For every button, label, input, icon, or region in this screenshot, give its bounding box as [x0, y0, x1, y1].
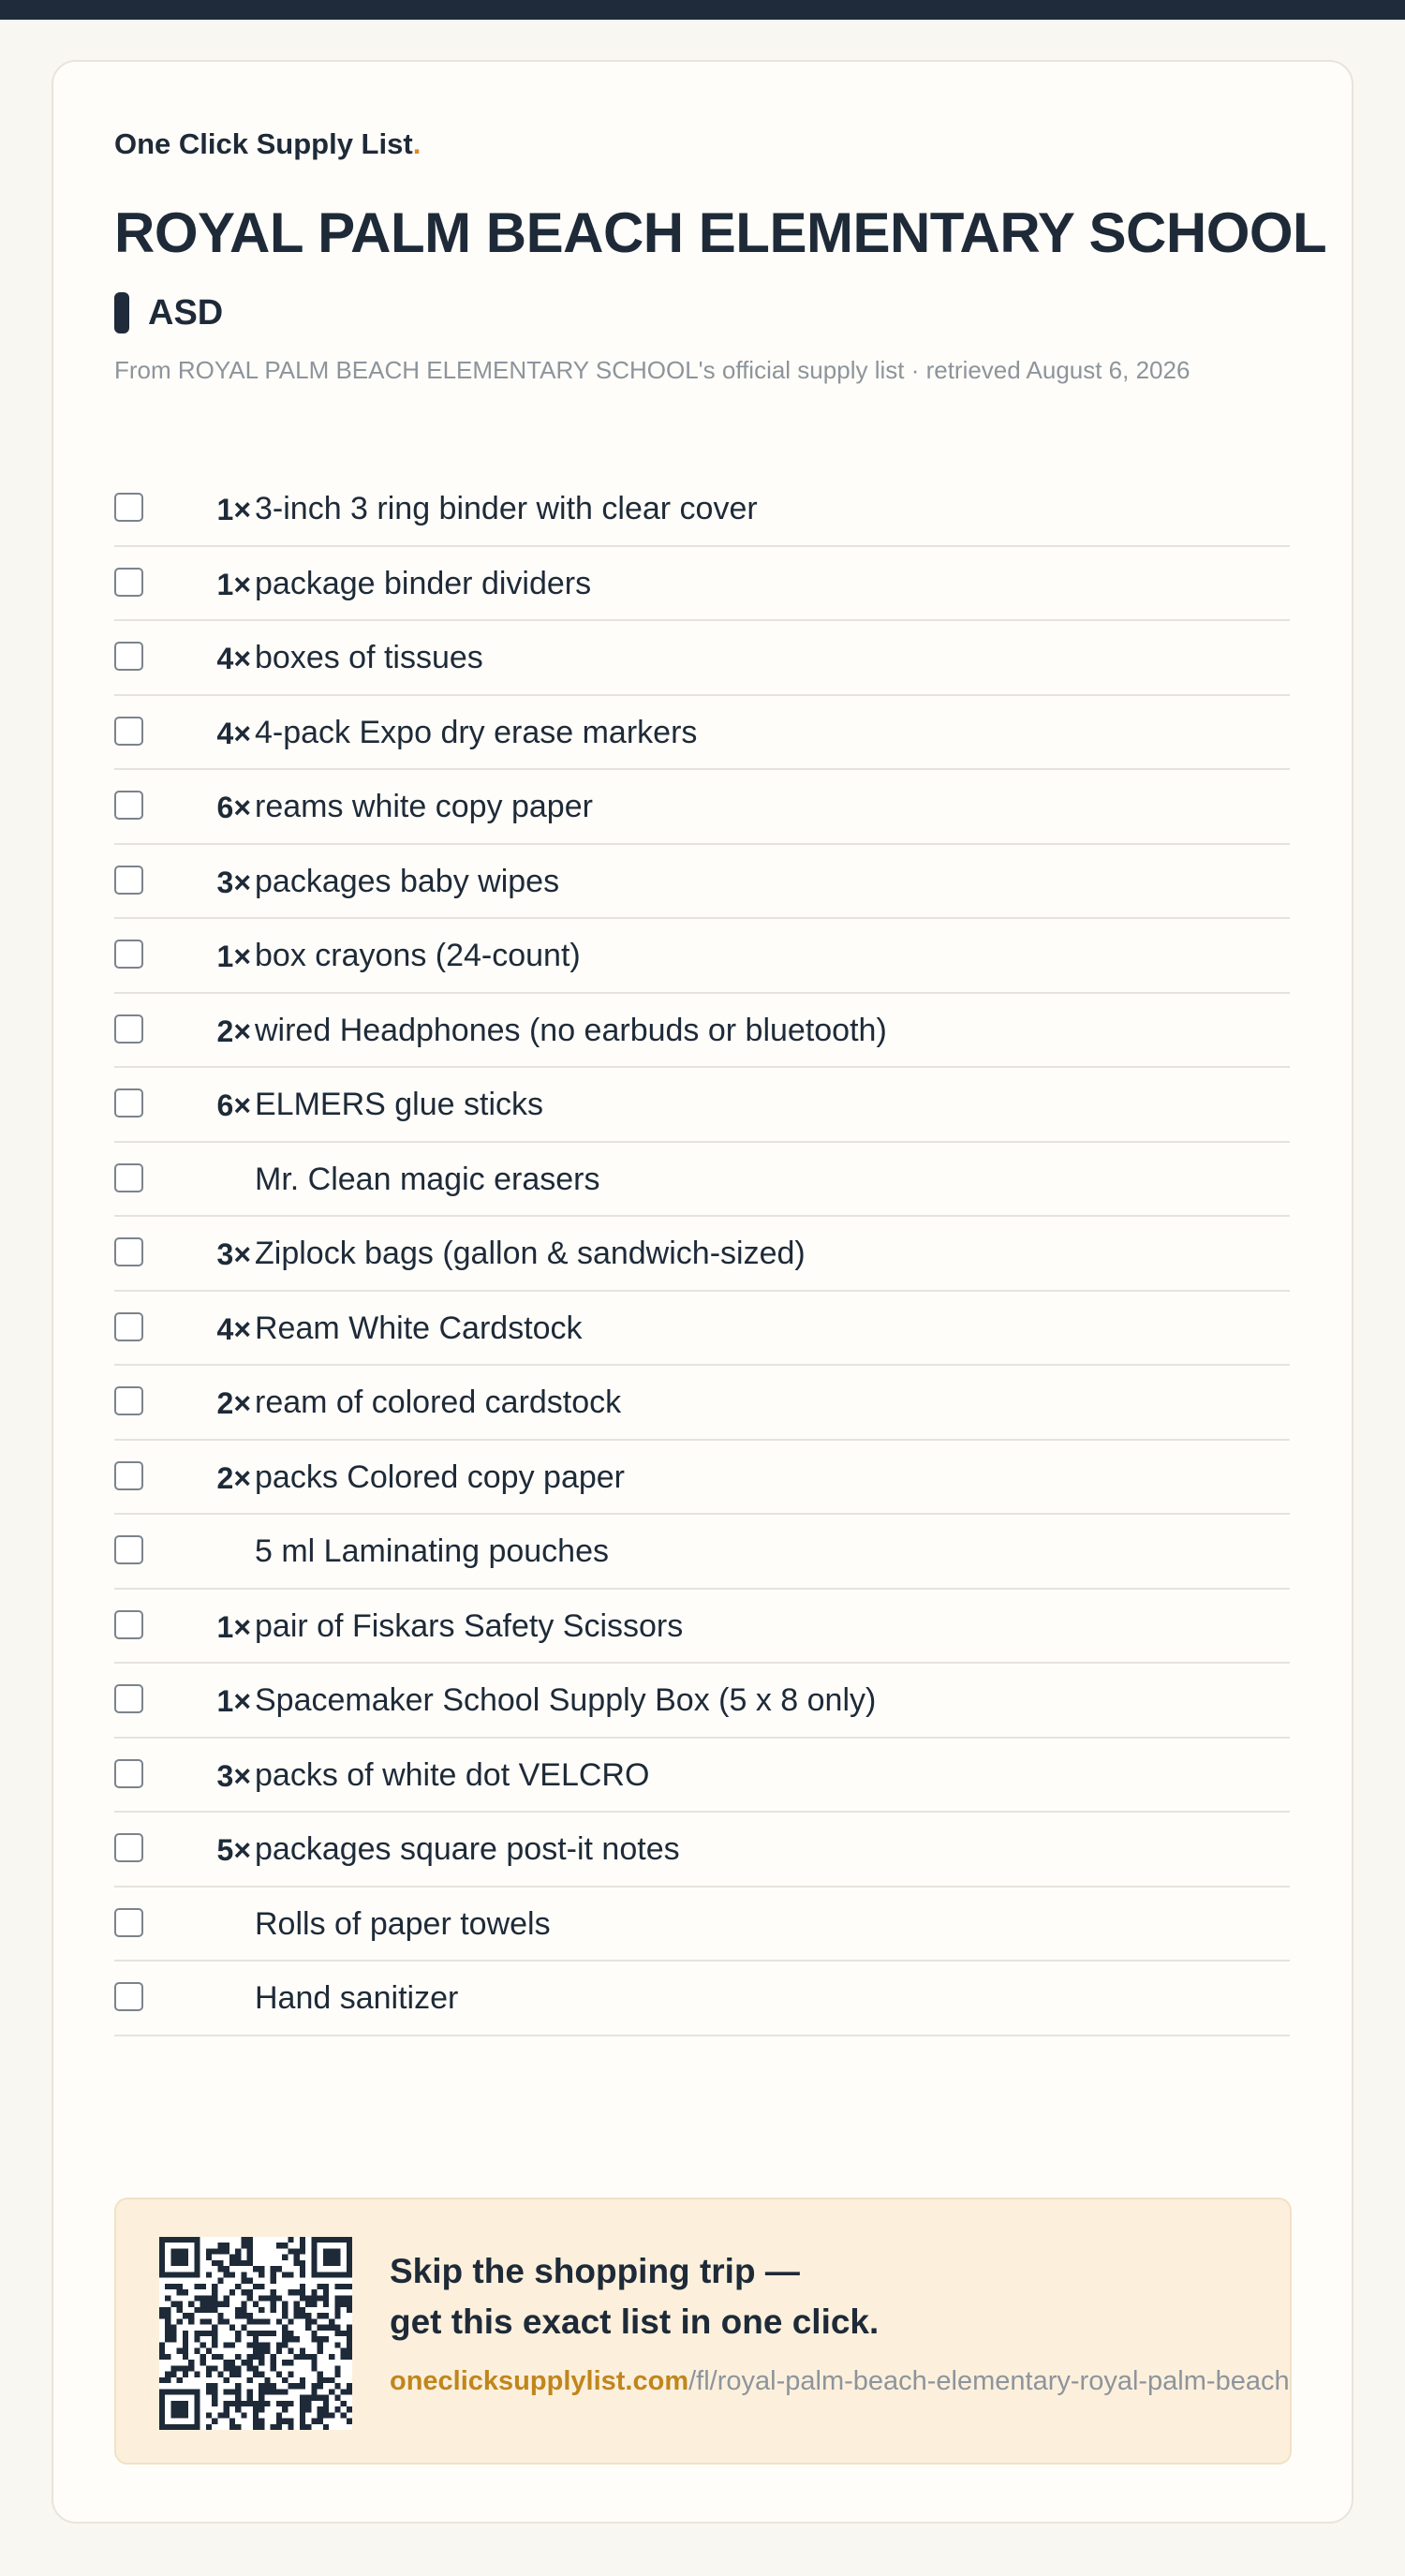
item-description: pair of Fiskars Safety Scissors [255, 1607, 684, 1644]
item-description: packs Colored copy paper [255, 1458, 626, 1495]
item-checkbox[interactable] [114, 1684, 143, 1713]
promo-box [114, 2198, 1292, 2465]
item-quantity: 2× [216, 1386, 251, 1420]
item-quantity: 4× [216, 716, 251, 750]
item-checkbox[interactable] [114, 866, 143, 895]
item-quantity: 3× [216, 1758, 251, 1793]
promo-url-path: /fl/royal-palm-beach-elementary-royal-palm-beach [688, 2366, 1290, 2396]
item-quantity: 5× [216, 1833, 251, 1867]
item-checkbox[interactable] [114, 1163, 143, 1192]
item-quantity: 3× [216, 865, 251, 899]
school-title: ROYAL PALM BEACH ELEMENTARY SCHOOL [114, 201, 1327, 264]
list-item [114, 1515, 1290, 1590]
item-quantity: 1× [216, 1684, 251, 1718]
item-description: Hand sanitizer [255, 1980, 459, 2016]
item-description: 4-pack Expo dry erase markers [255, 714, 698, 750]
item-quantity: 1× [216, 493, 251, 526]
item-quantity: 2× [216, 1014, 251, 1048]
top-bar [0, 0, 1405, 20]
list-item [114, 919, 1290, 994]
item-checkbox[interactable] [114, 1237, 143, 1266]
list-item [114, 1590, 1290, 1665]
item-description: Rolls of paper towels [255, 1905, 551, 1942]
promo-line-1: Skip the shopping trip — [390, 2252, 800, 2290]
list-item [114, 994, 1290, 1069]
item-quantity: 1× [216, 1609, 251, 1644]
item-description: 5 ml Laminating pouches [255, 1533, 610, 1569]
promo-line-2: get this exact list in one click. [390, 2302, 880, 2341]
promo-link[interactable] [390, 2366, 1290, 2397]
item-checkbox[interactable] [114, 1312, 143, 1341]
list-item [114, 1739, 1290, 1814]
promo-url-domain: oneclicksupplylist.com [390, 2366, 689, 2396]
list-item [114, 696, 1290, 771]
list-item [114, 1664, 1290, 1739]
item-description: wired Headphones (no earbuds or bluetooth) [255, 1012, 887, 1048]
qr-code-icon[interactable] [159, 2237, 352, 2430]
item-checkbox[interactable] [114, 1759, 143, 1788]
list-item [114, 1068, 1290, 1143]
item-description: reams white copy paper [255, 789, 593, 824]
list-item [114, 845, 1290, 920]
list-item [114, 1143, 1290, 1218]
item-checkbox[interactable] [114, 1982, 143, 2011]
program-label: ASD [148, 292, 224, 333]
item-quantity: 2× [216, 1460, 251, 1495]
item-description: Spacemaker School Supply Box (5 x 8 only) [255, 1682, 877, 1718]
item-description: Ream White Cardstock [255, 1310, 583, 1346]
supply-list-card [52, 60, 1353, 2524]
item-checkbox[interactable] [114, 1833, 143, 1862]
item-quantity: 6× [216, 1088, 251, 1122]
item-checkbox[interactable] [114, 493, 143, 522]
item-description: boxes of tissues [255, 640, 483, 675]
list-item [114, 1217, 1290, 1292]
item-quantity: 3× [216, 1237, 251, 1271]
list-item [114, 621, 1290, 696]
item-quantity: 6× [216, 791, 251, 824]
item-description: ream of colored cardstock [255, 1384, 622, 1420]
brand-dot: . [412, 127, 422, 160]
item-checkbox[interactable] [114, 1535, 143, 1564]
list-item [114, 1888, 1290, 1962]
item-quantity: 4× [216, 642, 251, 675]
item-checkbox[interactable] [114, 1386, 143, 1415]
item-description: packs of white dot VELCRO [255, 1756, 650, 1793]
item-description: package binder dividers [255, 565, 592, 601]
item-quantity: 1× [216, 567, 251, 601]
item-checkbox[interactable] [114, 1088, 143, 1118]
program-marker [114, 292, 129, 333]
item-description: packages square post-it notes [255, 1831, 680, 1867]
program-tag [114, 292, 223, 333]
brand-logo [114, 127, 421, 161]
item-checkbox[interactable] [114, 642, 143, 671]
list-item [114, 1813, 1290, 1888]
list-item [114, 770, 1290, 845]
list-item [114, 1441, 1290, 1516]
item-quantity: 1× [216, 940, 251, 973]
list-item [114, 1292, 1290, 1367]
list-item [114, 472, 1290, 547]
item-description: Mr. Clean magic erasers [255, 1161, 600, 1197]
item-checkbox[interactable] [114, 1908, 143, 1937]
item-checkbox[interactable] [114, 791, 143, 820]
brand-name: One Click Supply List [114, 127, 413, 160]
list-item [114, 1366, 1290, 1441]
item-description: 3-inch 3 ring binder with clear cover [255, 491, 758, 526]
item-description: Ziplock bags (gallon & sandwich-sized) [255, 1236, 806, 1271]
item-checkbox[interactable] [114, 717, 143, 746]
list-item [114, 547, 1290, 622]
item-description: ELMERS glue sticks [255, 1087, 543, 1122]
item-description: packages baby wipes [255, 863, 560, 899]
supply-items-list [114, 472, 1290, 2036]
source-note: From ROYAL PALM BEACH ELEMENTARY SCHOOL's official supply list · retrieved August 6, 2026 [114, 356, 1191, 384]
item-checkbox[interactable] [114, 940, 143, 969]
promo-headline [390, 2246, 879, 2347]
item-checkbox[interactable] [114, 1461, 143, 1490]
list-item [114, 1962, 1290, 2036]
item-checkbox[interactable] [114, 1610, 143, 1639]
item-quantity: 4× [216, 1311, 251, 1346]
item-checkbox[interactable] [114, 1014, 143, 1044]
item-checkbox[interactable] [114, 568, 143, 597]
item-description: box crayons (24-count) [255, 938, 581, 973]
